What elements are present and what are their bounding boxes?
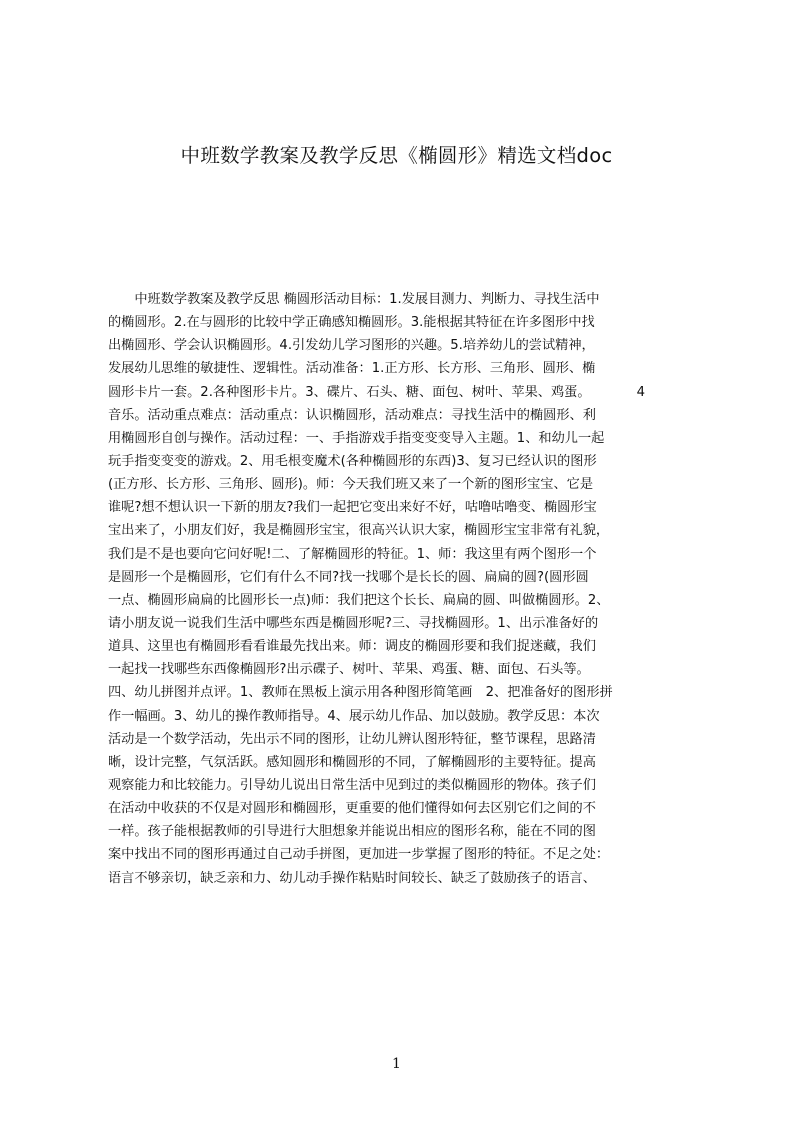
body-line: 请小朋友说一说我们生活中哪些东西是椭圆形呢?三、寻找椭圆形。1、出示准备好的 [108,615,599,631]
document-body [108,288,698,988]
body-line: 活动是一个数学活动，先出示不同的图形，让幼儿辨认图形特征，整节课程，思路清 [108,731,596,747]
body-line: 发展幼儿思维的敏捷性、逻辑性。活动准备：1.正方形、长方形、三角形、圆形、椭 [108,361,596,377]
body-line: 道具、这里也有椭圆形看看谁最先找出来。师：调皮的椭圆形要和我们捉迷藏，我们 [108,639,596,655]
body-line: 语言不够亲切，缺乏亲和力、幼儿动手操作粘贴时间较长、缺乏了鼓励孩子的语言、 [108,870,596,886]
body-line: (正方形、长方形、三角形、圆形)。师：今天我们班又来了一个新的图形宝宝、它是 [108,477,594,493]
body-line: 一点、椭圆形扁扁的比圆形长一点)师：我们把这个长长、扁扁的圆、叫做椭圆形。2、 [108,592,610,608]
body-line: 是圆形一个是椭圆形，它们有什么不同?找一找哪个是长长的圆、扁扁的圆?(圆形圆 [108,569,589,585]
body-line: 一样。孩子能根据教师的引导进行大胆想象并能说出相应的图形名称，能在不同的图 [108,824,596,840]
body-line: 晰，设计完整，气氛活跃。感知圆形和椭圆形的不同，了解椭圆形的主要特征。提高 [108,754,596,770]
body-line: 用椭圆形自创与操作。活动过程：一、手指游戏手指变变变导入主题。1、和幼儿一起 [108,430,605,446]
body-line: 在活动中收获的不仅是对圆形和椭圆形，更重要的他们懂得如何去区别它们之间的不 [108,801,596,817]
body-line: 四、幼儿拼图并点评。1、教师在黑板上演示用各种图形简笔画 2、把准备好的图形拼 [108,685,613,701]
body-line: 中班数学教案及教学反思 椭圆形活动目标：1.发展目测力、判断力、寻找生活中 [108,292,600,307]
body-line: 玩手指变变变的游戏。2、用毛根变魔术(各种椭圆形的东西)3、复习已经认识的图形 [108,453,597,469]
body-line: 宝出来了，小朋友们好，我是椭圆形宝宝，很高兴认识大家，椭圆形宝宝非常有礼貌， [108,523,610,539]
body-line: 观察能力和比较能力。引导幼儿说出日常生活中见到过的类似椭圆形的物体。孩子们 [108,777,596,793]
body-line: 作一幅画。3、幼儿的操作教师指导。4、展示幼儿作品、加以鼓励。教学反思：本次 [108,708,600,724]
body-line: 圆形卡片一套。2.各种图形卡片。3、碟片、石头、糖、面包、树叶、苹果、鸡蛋。 4 [108,384,646,400]
page-number: 1 [392,1056,401,1072]
body-line: 案中找出不同的图形再通过自己动手拼图，更加进一步掌握了图形的特征。不足之处： [108,847,610,863]
body-line: 谁呢?想不想认识一下新的朋友?我们一起把它变出来好不好，咕噜咕噜变、椭圆形宝 [108,500,597,516]
document-title: 中班数学教案及教学反思《椭圆形》精选文档doc [180,144,613,167]
body-line: 的椭圆形。2.在与圆形的比较中学正确感知椭圆形。3.能根据其特征在许多图形中找 [108,315,595,331]
body-line: 一起找一找哪些东西像椭圆形?出示碟子、树叶、苹果、鸡蛋、糖、面包、石头等。 [108,662,590,678]
body-line: 我们是不是也要向它问好呢!二、了解椭圆形的特征。1、师：我这里有两个图形一个 [108,546,597,562]
body-line: 音乐。活动重点难点：活动重点：认识椭圆形，活动难点：寻找生活中的椭圆形、利 [108,407,596,423]
body-line: 出椭圆形、学会认识椭圆形。4.引发幼儿学习图形的兴趣。5.培养幼儿的尝试精神， [108,338,595,354]
